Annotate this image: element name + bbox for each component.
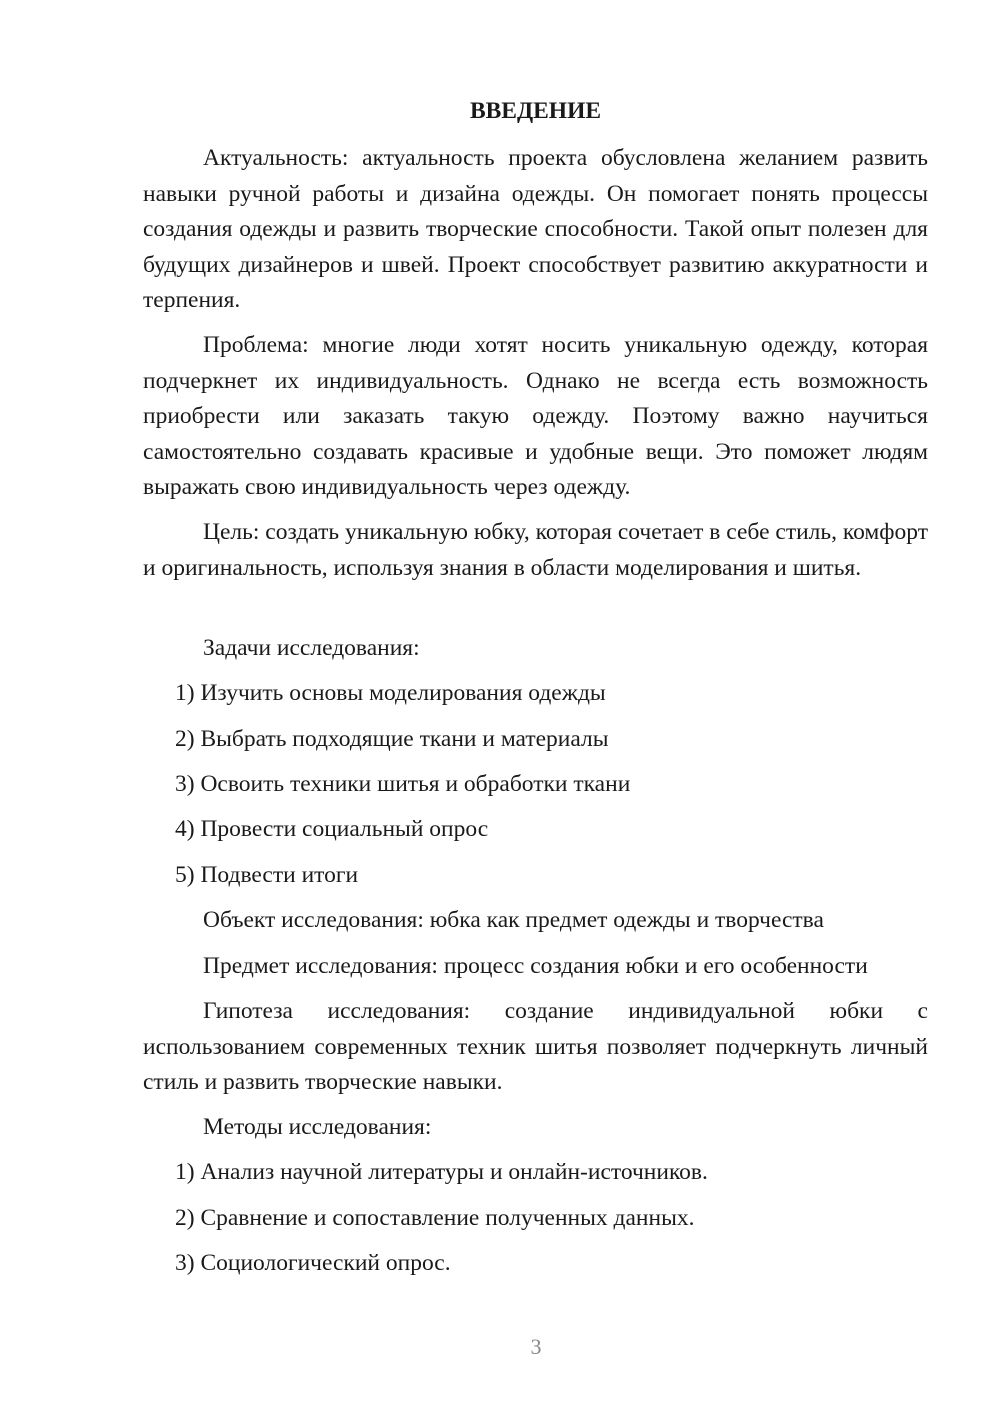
method-item: [143, 1246, 928, 1282]
object-line: [143, 903, 928, 939]
task-item: [143, 812, 928, 848]
relevance-text: Актуальность: актуальность проекта обусловлена желанием развить навыки ручной работы и дизайна одежды. Он помогает понять процессы создания одежды и развить творческие способности. Такой опыт полезен для будущих дизайнеров и швей. Проект способствует развитию аккуратности и терпения.: [143, 145, 928, 313]
goal-text: Цель: создать уникальную юбку, которая сочетает в себе стиль, комфорт и оригинальность, используя знания в области моделирования и шитья.: [143, 519, 928, 581]
hypothesis-text: Гипотеза исследования: создание индивидуальной юбки с использованием современных техник шитья позволяет подчеркнуть личный стиль и развить творческие навыки.: [143, 998, 928, 1095]
page-number: 3: [530, 1334, 542, 1359]
page-title: ВВЕДЕНИЕ: [469, 98, 602, 124]
methods-heading: [143, 1110, 928, 1146]
task-item: [143, 676, 928, 712]
task-item: [143, 722, 928, 758]
relevance-paragraph: [143, 141, 928, 319]
tasks-heading: [143, 631, 928, 667]
task-item-text: 1) Изучить основы моделирования одежды: [175, 680, 606, 706]
task-item-text: 5) Подвести итоги: [175, 862, 359, 888]
methods-heading-text: Методы исследования:: [203, 1114, 432, 1140]
problem-paragraph: [143, 328, 928, 506]
tasks-heading-text: Задачи исследования:: [203, 635, 420, 661]
method-item: [143, 1155, 928, 1191]
problem-text: Проблема: многие люди хотят носить уникальную одежду, которая подчеркнет их индивидуальность. Однако не всегда есть возможность приобрести или заказать такую одежду. Поэтому важно научиться самостоятельно создавать красивые и удобные вещи. Это поможет людям выражать свою индивидуальность через одежду.: [143, 332, 928, 500]
method-item-text: 1) Анализ научной литературы и онлайн-источников.: [175, 1159, 708, 1185]
method-item-text: 2) Сравнение и сопоставление полученных данных.: [175, 1205, 695, 1231]
task-item-text: 3) Освоить техники шитья и обработки ткани: [175, 771, 631, 797]
subject-line: [143, 949, 928, 985]
goal-paragraph: [143, 515, 928, 586]
task-item: [143, 767, 928, 803]
subject-text: Предмет исследования: процесс создания юбки и его особенности: [203, 953, 868, 979]
task-item-text: 4) Провести социальный опрос: [175, 816, 489, 842]
method-item-text: 3) Социологический опрос.: [175, 1250, 451, 1276]
hypothesis-paragraph: [143, 994, 928, 1101]
task-item-text: 2) Выбрать подходящие ткани и материалы: [175, 726, 609, 752]
method-item: [143, 1201, 928, 1237]
object-text: Объект исследования: юбка как предмет одежды и творчества: [203, 907, 824, 933]
task-item: [143, 858, 928, 894]
